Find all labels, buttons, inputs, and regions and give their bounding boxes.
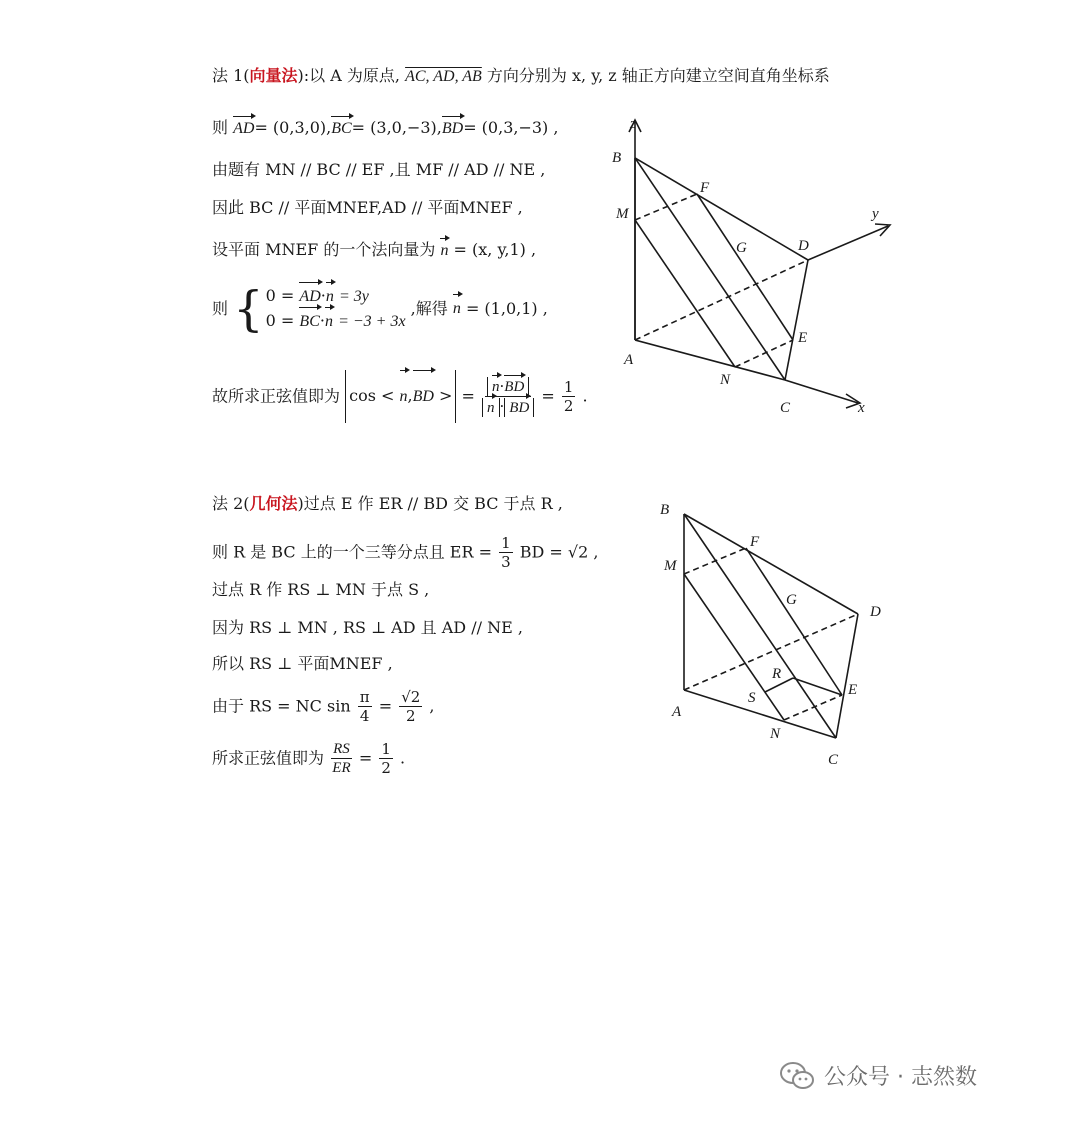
result-fraction: $\frac{n\cdot BD}{n \cdot BD}$ (482, 377, 534, 417)
method2-title: 法 2(几何法)过点 E 作 ER // BD 交 BC 于点 R , (212, 494, 563, 513)
edge-BC (684, 514, 836, 738)
label-M: M (616, 206, 629, 222)
edge-FE (746, 548, 842, 695)
system-row-2: 0 = BC·n = −3 + 3x (266, 309, 406, 334)
figure-2-geometry-diagram (650, 490, 910, 780)
method1-line1: 则 AD= (0,3,0),BC= (3,0,−3),BD= (0,3,−3) , (212, 118, 559, 137)
label-N: N (770, 726, 781, 742)
edge-NE (735, 340, 793, 367)
label-C: C (828, 752, 839, 768)
label-N: N (720, 372, 731, 388)
edge-AD (635, 260, 808, 340)
method2-line5: 由于 RS = NC sin $\frac{\pi}{4}$ = $\frac{√2}{2}$ , (212, 688, 435, 725)
abs-cos: cos < n,BD > (345, 370, 456, 423)
edge-MF (635, 194, 697, 220)
method2-line3: 因为 RS ⊥ MN , RS ⊥ AD 且 AD // NE , (212, 618, 523, 637)
label-F: F (700, 180, 710, 196)
system-row-1: 0 = AD·n = 3y (266, 284, 406, 309)
edge-MN (635, 220, 735, 367)
label-B: B (660, 502, 670, 518)
label-D: D (870, 604, 881, 620)
edge-FE (697, 194, 793, 340)
edge-BD (684, 514, 858, 614)
half-fraction: $\frac{1}{2}$ (563, 378, 574, 415)
label-M: M (664, 558, 677, 574)
method1-tag: 向量法 (249, 66, 298, 85)
watermark (780, 1060, 977, 1091)
wechat-icon (780, 1061, 814, 1091)
label-D: D (798, 238, 809, 254)
label-F: F (750, 534, 760, 550)
method2-line6: 所求正弦值即为 $\frac{RS}{ER}$ = $\frac{1}{2}$ . (212, 740, 406, 777)
edge-MF (684, 548, 746, 574)
figure-1-coordinate-diagram (600, 110, 900, 430)
method1-line3: 因此 BC // 平面MNEF,AD // 平面MNEF , (212, 198, 523, 217)
y-axis (808, 226, 888, 260)
label-A: A (624, 352, 634, 368)
edge-AC (684, 690, 836, 738)
edge-DC (836, 614, 858, 738)
edge-NE (784, 695, 842, 720)
method1-title: 法 1(向量法):以 A 为原点, AC, AD, AB 方向分别为 x, y, z 轴正方向建立空间直角坐标系 (212, 66, 830, 85)
watermark-text: 公众号 · 志然数 (824, 1065, 977, 1090)
label-z: z (630, 116, 636, 132)
label-y: y (872, 206, 879, 222)
label-G: G (736, 240, 747, 256)
method2-line4: 所以 RS ⊥ 平面MNEF , (212, 654, 393, 673)
label-C: C (780, 400, 791, 416)
edge-DC (785, 260, 808, 380)
label-E: E (848, 682, 858, 698)
label-B: B (612, 150, 622, 166)
label-x: x (858, 400, 865, 416)
label-E: E (798, 330, 808, 346)
method2-line1: 则 R 是 BC 上的一个三等分点且 ER = $\frac{1}{3}$ BD = √2 , (212, 534, 599, 571)
method1-line4: 设平面 MNEF 的一个法向量为 n = (x, y,1) , (212, 240, 537, 259)
label-G: G (786, 592, 797, 608)
method1-line2: 由题有 MN // BC // EF ,且 MF // AD // NE , (212, 160, 546, 179)
method2-tag: 几何法 (249, 494, 298, 513)
edge-BD (635, 158, 808, 260)
edge-MN (684, 574, 784, 720)
method1-system: 则 { 0 = AD·n = 3y 0 = BC·n = −3 + 3x ,解得 n = (1,0,1) , (212, 281, 548, 337)
method2-line2: 过点 R 作 RS ⊥ MN 于点 S , (212, 580, 430, 599)
x-axis (785, 380, 858, 403)
left-brace: { (233, 281, 264, 337)
label-A: A (672, 704, 682, 720)
label-R: R (772, 666, 782, 682)
method1-result: 故所求正弦值即为 cos < n,BD > = $\frac{n\cdot BD}{n \cdot BD}$ = $\frac{1}{2}$ . (212, 370, 588, 423)
label-S: S (748, 690, 756, 706)
